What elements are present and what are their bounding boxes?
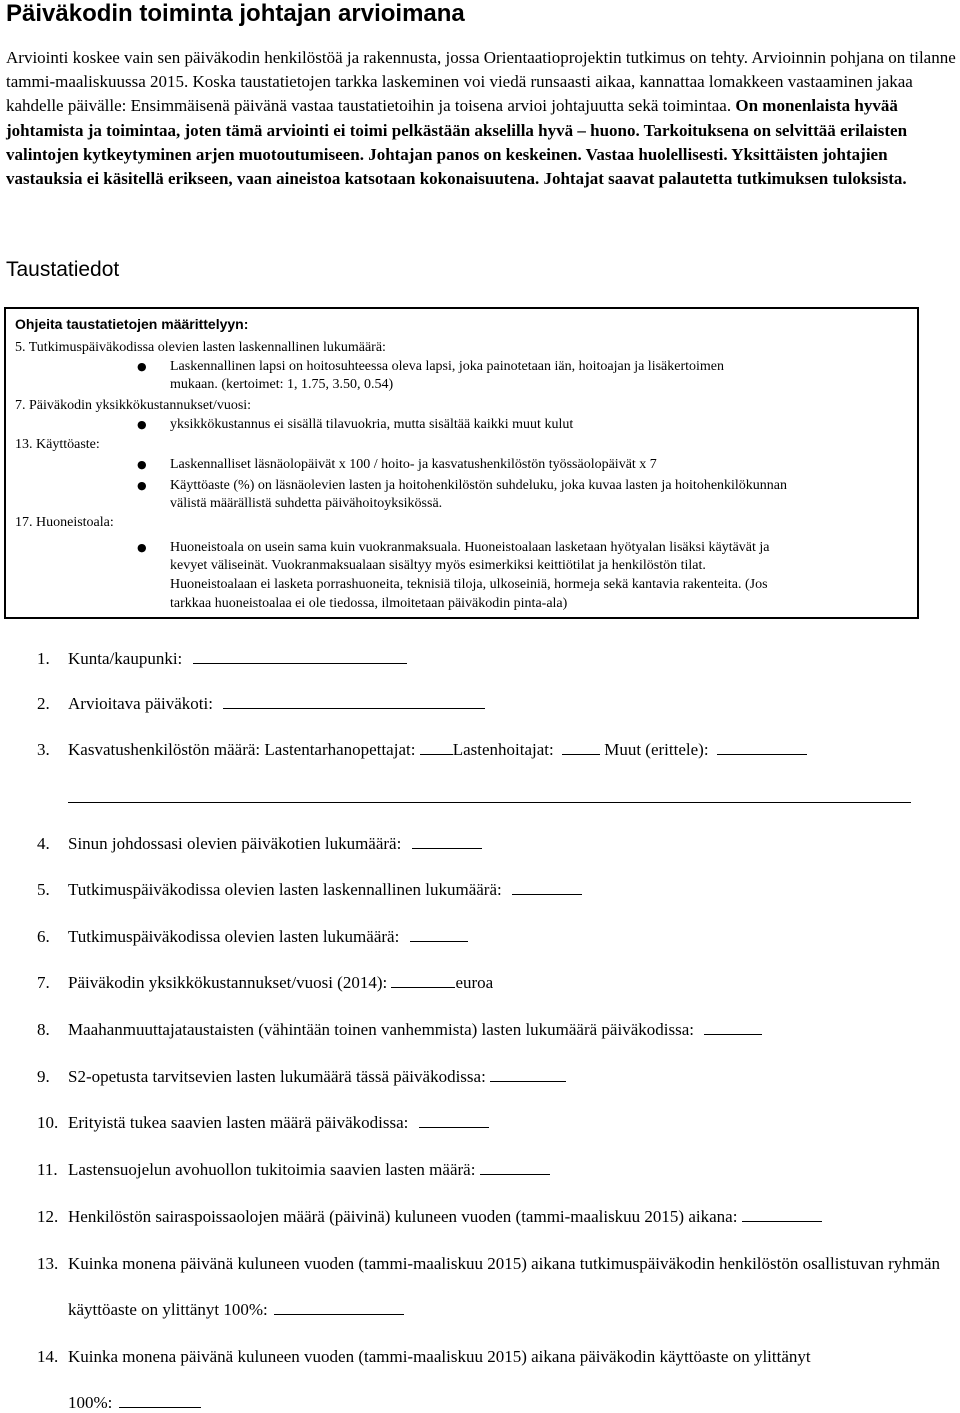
question-13-continued <box>68 1300 404 1320</box>
question-text: Kuinka monena päivänä kuluneen vuoden (tammi-maaliskuu 2015) aikana päiväkodin käyttöaste on ylittänyt <box>68 1347 811 1366</box>
question-text: Arvioitava päiväkoti: <box>68 694 213 713</box>
question-text: Kasvatushenkilöstön määrä: Lastentarhanopettajat: <box>68 740 416 759</box>
erityinen-tuki-field[interactable] <box>419 1113 489 1128</box>
q13-instruction-label: 13. Käyttöaste: <box>15 437 100 452</box>
lastensuojelu-field[interactable] <box>480 1160 550 1175</box>
ryhman-kayttoaste-field[interactable] <box>274 1300 404 1315</box>
question-text: Henkilöstön sairaspoissaolojen määrä (päivinä) kuluneen vuoden (tammi-maaliskuu 2015) aikana: <box>68 1207 738 1226</box>
q5-instruction-label: 5. Tutkimuspäiväkodissa olevien lasten laskennallinen lukumäärä: <box>15 340 386 355</box>
question-number: 6. <box>37 927 50 946</box>
question-number: 9. <box>37 1067 50 1086</box>
bullet-icon: ● <box>137 458 147 471</box>
yksikkokustannus-field[interactable] <box>391 973 455 988</box>
lasten-lukumaara-field[interactable] <box>410 927 468 942</box>
question-2 <box>37 694 485 714</box>
question-number: 13. <box>37 1254 59 1273</box>
question-text: Tutkimuspäiväkodissa olevien lasten lukumäärä: <box>68 927 400 946</box>
question-4 <box>37 834 482 854</box>
q13-instruction-line1: Laskennalliset läsnäolopäivät x 100 / hoito- ja kasvatushenkilöstön työssäolopäivät x 7 <box>170 457 657 472</box>
question-number: 14. <box>37 1347 59 1366</box>
question-text-after: euroa <box>455 973 494 992</box>
question-number: 11. <box>37 1160 58 1179</box>
q5-instruction-line1: Laskennallinen lapsi on hoitosuhteessa oleva lapsi, joka painotetaan iän, hoitoajan ja lisäkertoimen <box>170 359 725 374</box>
question-number: 12. <box>37 1207 59 1226</box>
question-text: Päiväkodin yksikkökustannukset/vuosi (2014): <box>68 973 388 992</box>
q5-instruction-line2: mukaan. (kertoimet: 1, 1.75, 3.50, 0.54) <box>170 377 394 392</box>
question-number: 2. <box>37 694 50 713</box>
question-number: 1. <box>37 649 50 668</box>
section-heading: Taustatiedot <box>6 258 120 281</box>
question-10 <box>37 1113 489 1133</box>
question-text: Lastensuojelun avohuollon tukitoimia saavien lasten määrä: <box>68 1160 476 1179</box>
paivakotien-lukumaara-field[interactable] <box>412 834 482 849</box>
intro-bold-text: On monenlaista hyvää johtamista ja toimintaa, joten tämä arviointi ei toimi pelkästään akselilla hyvä – huono. Tarkoituksena on selvittää erilaisten valintojen kytkeytyminen arjen muotoutumiseen. Johtajan panos on keskeinen. Vastaa huolellisesti. Yksittäisten johtajien vastauksia ei käsitellä erikseen, vaan aineistoa katsotaan kokonaisuutena. Johtajat saavat palautetta tutkimuksen tuloksista. <box>6 96 908 189</box>
muut-extra-line-field[interactable] <box>68 802 911 803</box>
question-text: S2-opetusta tarvitsevien lasten lukumäärä tässä päiväkodissa: <box>68 1067 486 1086</box>
laskennallinen-lukumaara-field[interactable] <box>512 880 582 895</box>
question-text: käyttöaste on ylittänyt 100%: <box>68 1300 268 1319</box>
question-14-continued <box>68 1393 201 1413</box>
q17-instruction-label: 17. Huoneistoala: <box>15 515 114 530</box>
question-number: 3. <box>37 740 50 759</box>
question-9 <box>37 1067 566 1087</box>
question-13 <box>37 1254 940 1274</box>
q17-instruction-line4: tarkkaa huoneistoalaa ei ole tiedossa, ilmoitetaan päiväkodin pinta-ala) <box>170 596 568 611</box>
kunta-answer-field[interactable] <box>193 649 407 664</box>
paivakoti-answer-field[interactable] <box>223 694 485 709</box>
question-12 <box>37 1207 822 1227</box>
question-number: 4. <box>37 834 50 853</box>
question-3 <box>37 740 807 760</box>
question-text: 100%: <box>68 1393 113 1412</box>
s2-opetus-field[interactable] <box>490 1067 566 1082</box>
question-text: Tutkimuspäiväkodissa olevien lasten laskennallinen lukumäärä: <box>68 880 502 899</box>
question-number: 8. <box>37 1020 50 1039</box>
intro-text: Arviointi koskee vain sen päiväkodin henkilöstöä ja rakennusta, jossa Orientaatioprojektin tutkimus on tehty. Arvioinnin pohjana on tilanne tammi-maaliskuussa 2015. Koska taustatietojen tarkka laskeminen voi viedä runsaasti aikaa, kannattaa lomakkeen vastaaminen jakaa kahdelle päivälle: Ensimmäisenä päivänä vastaa taustatietoihin ja toisena arvioi johtajuutta sekä toimintaa. <box>6 48 956 116</box>
bullet-icon: ● <box>137 360 147 373</box>
q7-instruction-line: yksikkökustannus ei sisällä tilavuokria, mutta sisältää kaikki muut kulut <box>170 417 574 432</box>
question-6 <box>37 927 468 947</box>
question-11 <box>37 1160 550 1180</box>
muut-field[interactable] <box>717 740 807 755</box>
question-text-c: Muut (erittele): <box>604 740 709 759</box>
question-text: Sinun johdossasi olevien päiväkotien lukumäärä: <box>68 834 402 853</box>
question-text: Erityistä tukea saavien lasten määrä päiväkodissa: <box>68 1113 409 1132</box>
q17-instruction-line2: kevyet väliseinät. Vuokranmaksualaan sisältyy myös esimerkiksi keittiötilat ja henkilöstön tilat. <box>170 558 706 573</box>
q17-instruction-line1: Huoneistoala on usein sama kuin vuokranmaksuala. Huoneistoalaan lasketaan hyötyalan lisäksi käytävät ja <box>170 540 770 555</box>
bullet-icon: ● <box>137 541 147 554</box>
lastenhoitajat-field[interactable] <box>562 740 600 755</box>
intro-paragraph <box>6 46 956 191</box>
question-number: 7. <box>37 973 50 992</box>
question-5 <box>37 880 582 900</box>
question-text: Kuinka monena päivänä kuluneen vuoden (tammi-maaliskuu 2015) aikana tutkimuspäiväkodin henkilöstön osallistuvan ryhmän <box>68 1254 941 1273</box>
bullet-icon: ● <box>137 479 147 492</box>
q13-instruction-line3: välistä määrällistä suhdetta päivähoitoyksikössä. <box>170 496 443 511</box>
paivakodin-kayttoaste-field[interactable] <box>119 1393 201 1408</box>
lastentarhanopettajat-field[interactable] <box>420 740 453 755</box>
q13-instruction-line2: Käyttöaste (%) on läsnäolevien lasten ja hoitohenkilöstön suhdeluku, joka kuvaa lasten ja hoitohenkilökunnan <box>170 478 788 493</box>
q7-instruction-label: 7. Päiväkodin yksikkökustannukset/vuosi: <box>15 398 252 413</box>
question-text-b: Lastenhoitajat: <box>452 740 554 759</box>
bullet-icon: ● <box>137 418 147 431</box>
question-14 <box>37 1347 811 1367</box>
q17-instruction-line3: Huoneistoalaan ei lasketa porrashuoneita, teknisiä tiloja, ulkoseiniä, hormeja sekä kantavia rakenteita. (Jos <box>170 577 768 592</box>
maahanmuuttajataustaiset-field[interactable] <box>704 1020 762 1035</box>
question-text: Kunta/kaupunki: <box>68 649 183 668</box>
sairaspoissaolot-field[interactable] <box>742 1207 822 1222</box>
question-1 <box>37 649 407 669</box>
question-text: Maahanmuuttajataustaisten (vähintään toinen vanhemmista) lasten lukumäärä päiväkodissa: <box>68 1020 694 1039</box>
question-7 <box>37 973 493 993</box>
question-number: 5. <box>37 880 50 899</box>
question-8 <box>37 1020 762 1040</box>
question-number: 10. <box>37 1113 59 1132</box>
page-title: Päiväkodin toiminta johtajan arvioimana <box>6 0 465 27</box>
instructions-title: Ohjeita taustatietojen määrittelyyn: <box>15 316 249 332</box>
